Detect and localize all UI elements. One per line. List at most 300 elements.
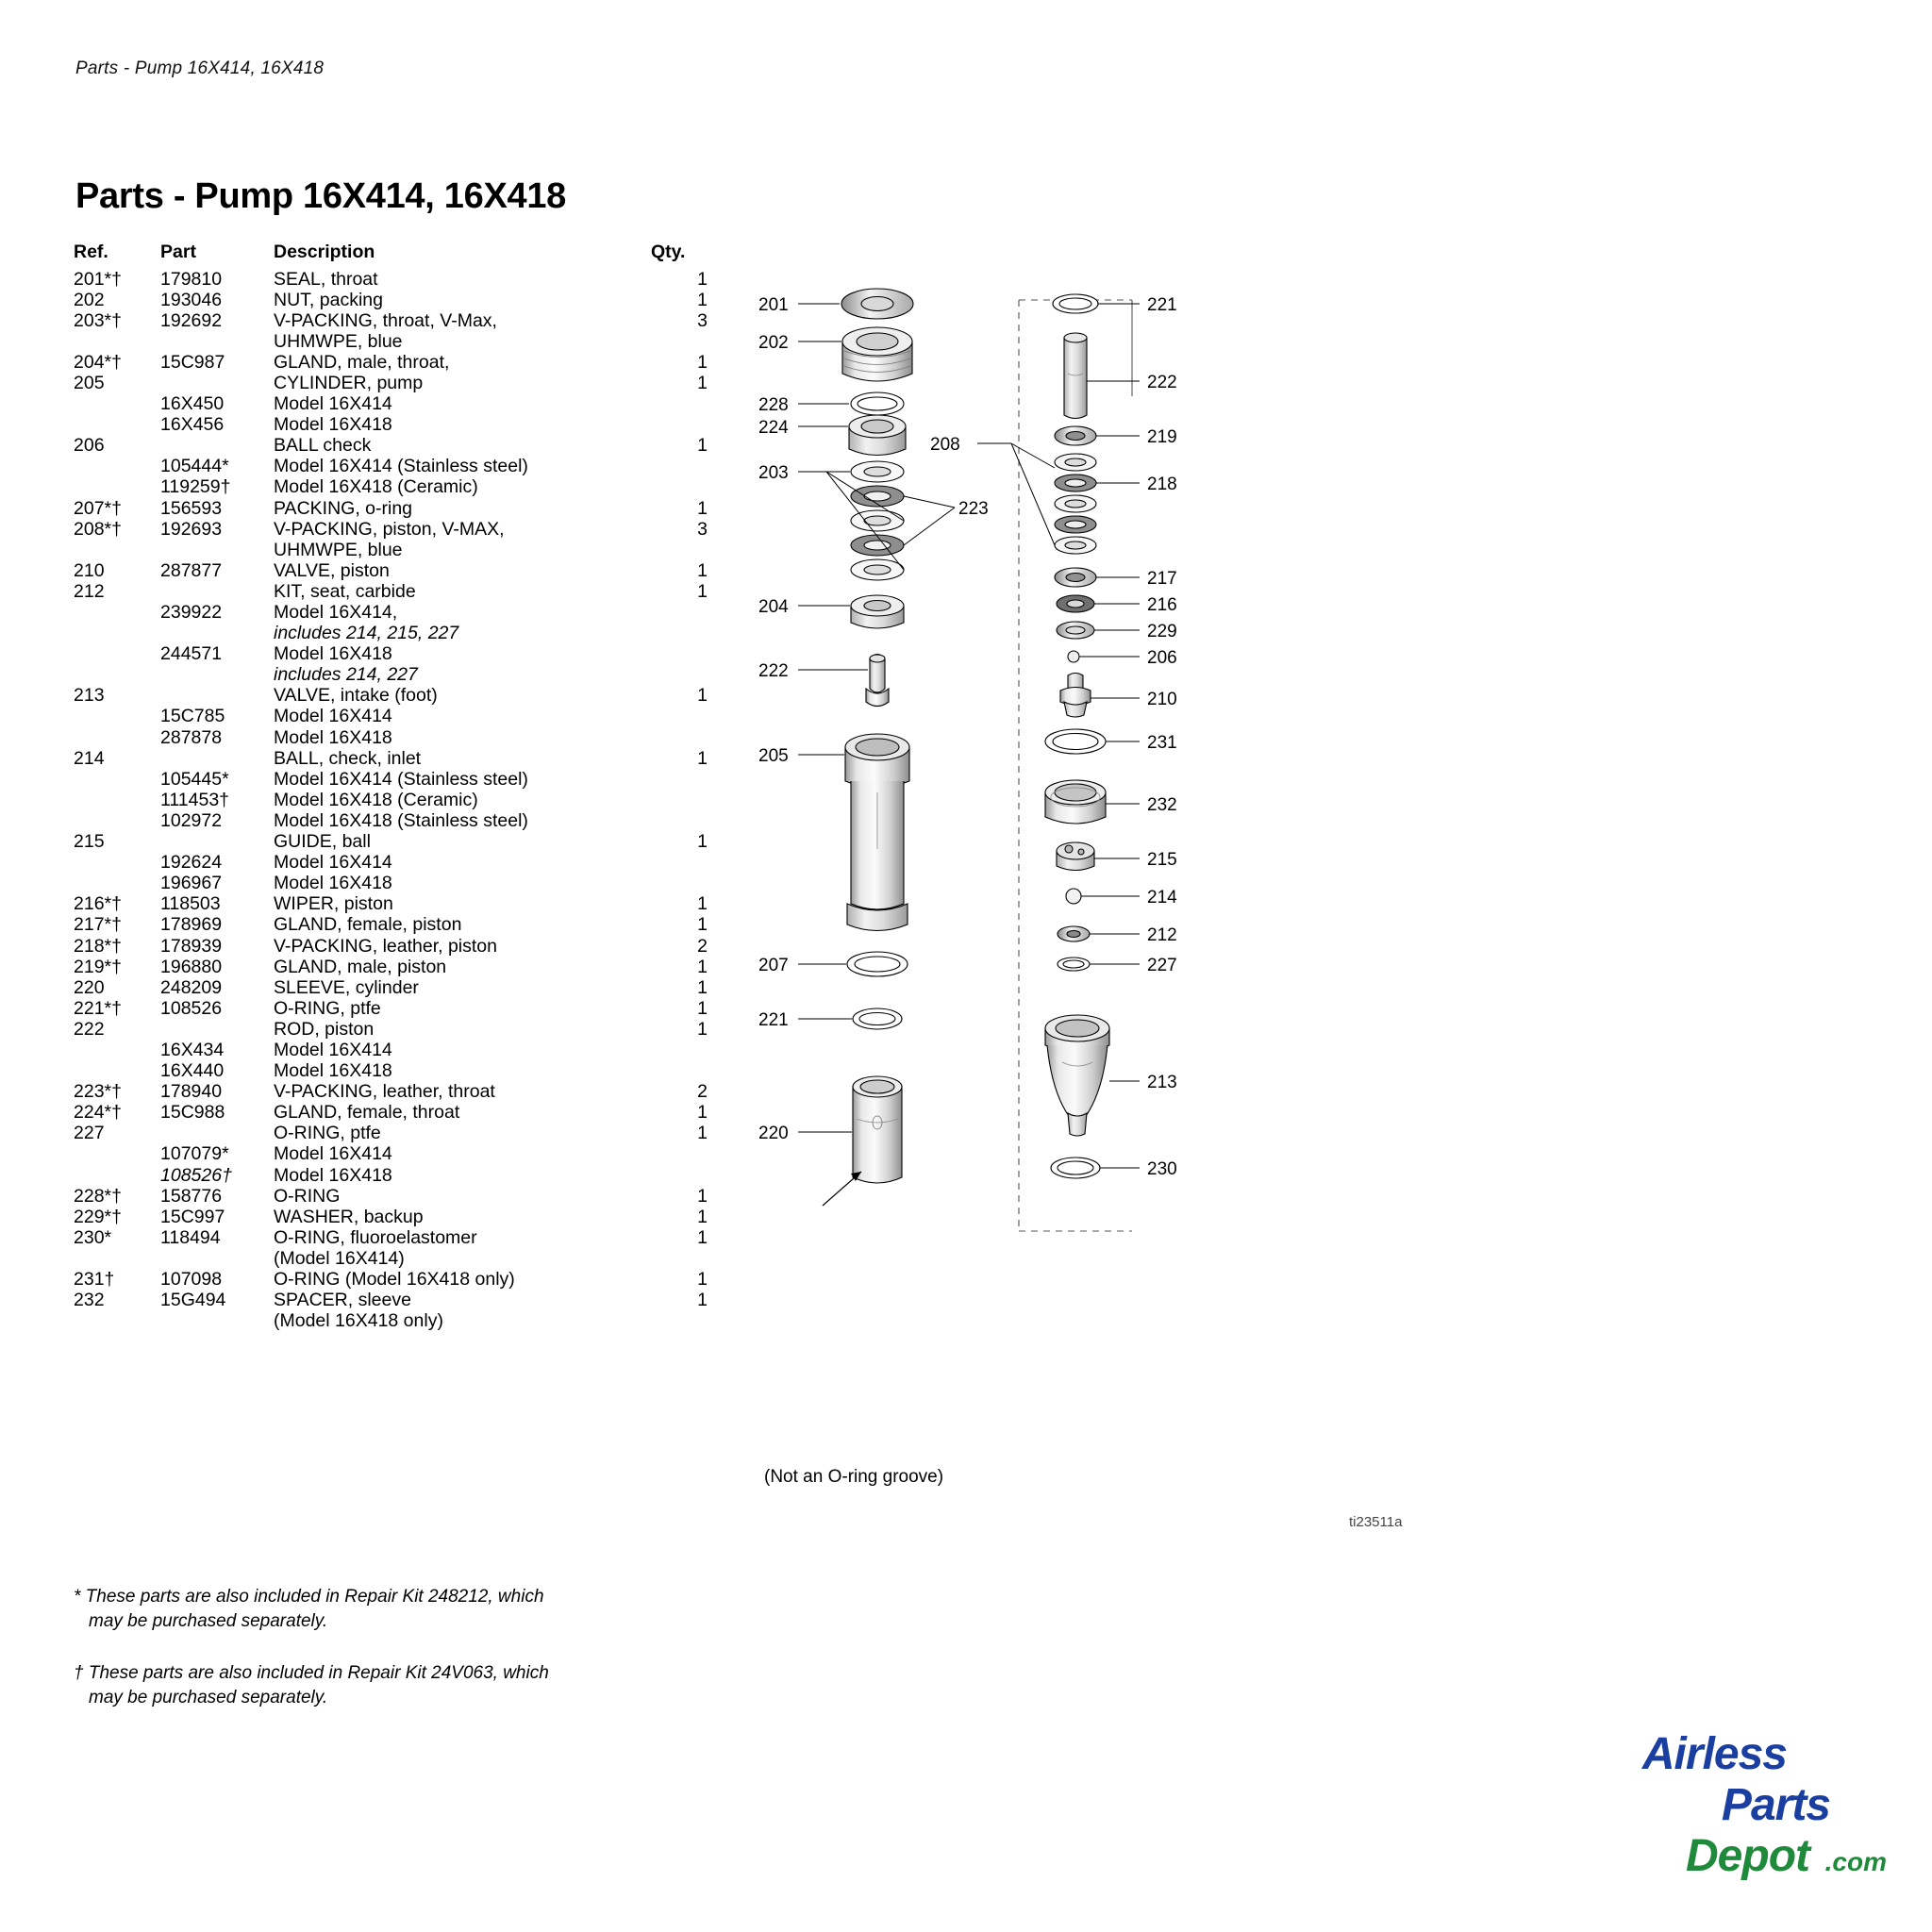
part-214-ball-check-inlet [1066,889,1081,904]
table-row [74,938,715,958]
table-row [74,666,715,687]
callout-203: 203 [758,463,789,483]
page-title: Parts - Pump 16X414, 16X418 [75,176,566,217]
part-208-218-piston-packing-stack [1055,454,1096,554]
cell-qty [651,1250,715,1271]
cell-qty: 1 [697,893,708,915]
cell-description: GLAND, male, throat, [274,351,450,373]
cell-part [160,687,274,708]
cell-qty: 1 [697,1102,708,1124]
part-229-washer-backup [1057,622,1094,639]
footnote-dagger-line1: † These parts are also included in Repair Kit 24V063, which [74,1663,549,1684]
callout-207: 207 [758,956,789,975]
cell-ref [74,1312,160,1333]
callout-213: 213 [1147,1073,1177,1092]
cell-ref: 220 [74,976,105,998]
table-row [74,874,715,895]
drawing-id: ti23511a [1349,1514,1403,1530]
running-head: Parts - Pump 16X414, 16X418 [75,58,325,78]
cell-description: V-PACKING, throat, V-Max, [274,309,497,331]
cell-description: includes 214, 215, 227 [274,623,459,644]
table-row [74,958,715,979]
cell-part [160,1124,274,1145]
callout-219: 219 [1147,427,1177,447]
cell-ref: 210 [74,559,105,581]
cell-qty: 1 [697,435,708,457]
table-row [74,750,715,771]
cell-description: Model 16X414 [274,852,392,874]
cell-ref: 204*† [74,351,122,373]
cell-description: GLAND, female, throat [274,1102,460,1124]
footnote-asterisk [74,1585,715,1633]
cell-qty: 1 [697,1226,708,1248]
callout-217: 217 [1147,569,1177,589]
cell-description: Model 16X418 [274,643,392,665]
cell-ref: 203*† [74,309,122,331]
cell-ref [74,729,160,750]
cell-part [160,833,274,854]
cell-description: GLAND, male, piston [274,956,447,977]
cell-description: V-PACKING, piston, V-MAX, [274,518,505,540]
cell-ref: 202 [74,289,105,310]
cell-description: Model 16X418 (Ceramic) [274,476,478,498]
cell-ref [74,541,160,562]
cell-description: Model 16X418 (Stainless steel) [274,809,528,831]
cell-ref [74,874,160,895]
table-row [74,729,715,750]
cell-ref [74,771,160,791]
table-row [74,895,715,916]
part-212-kit-seat-carbide [1058,926,1090,941]
table-row [74,1229,715,1250]
cell-description: SEAL, throat [274,268,378,290]
part-230-o-ring-fluoroelastomer [1051,1158,1100,1178]
cell-description: BALL, check, inlet [274,747,422,769]
cell-part [160,1021,274,1041]
cell-description: UHMWPE, blue [274,539,403,560]
cell-qty [651,1062,715,1083]
cell-description: ROD, piston [274,1018,375,1040]
cell-description: O-RING, ptfe [274,1123,381,1144]
cell-qty [651,874,715,895]
cell-qty: 1 [697,351,708,373]
table-row [74,1000,715,1021]
callout-210: 210 [1147,690,1177,709]
column-header-ref: Ref. [74,242,108,262]
logo-dotcom: .com [1824,1847,1887,1876]
cell-ref: 217*† [74,914,122,936]
callout-204: 204 [758,597,789,617]
cell-part [160,333,274,354]
cell-description: SPACER, sleeve [274,1290,411,1311]
cell-qty [651,666,715,687]
cell-qty: 1 [697,580,708,602]
cell-part [160,750,274,771]
cell-description: Model 16X414 [274,1039,392,1060]
cell-part: 107098 [160,1269,223,1290]
cell-part [160,375,274,395]
cell-part: 156593 [160,497,223,519]
cell-description: Model 16X414 (Stainless steel) [274,768,528,790]
part-227-o-ring-ptfe [1058,958,1090,971]
part-210-valve-piston [1060,674,1091,718]
cell-description: (Model 16X418 only) [274,1310,443,1332]
cell-part: 16X434 [160,1039,225,1060]
cell-part: 192693 [160,518,223,540]
cell-qty [651,1312,715,1333]
cell-part [160,666,274,687]
cell-ref: 227 [74,1123,105,1144]
part-221-o-ring-ptfe-right [1053,294,1098,313]
cell-qty: 1 [697,1123,708,1144]
cell-part: 107079* [160,1143,229,1165]
table-row [74,791,715,812]
cell-ref [74,1250,160,1271]
cell-ref: 205 [74,372,105,393]
table-row [74,1188,715,1208]
part-224-gland-female-throat [849,415,906,456]
cell-part: 196880 [160,956,223,977]
cell-ref [74,1041,160,1062]
table-row [74,1021,715,1041]
cell-description: (Model 16X414) [274,1247,405,1269]
cell-qty: 1 [697,914,708,936]
cell-description: V-PACKING, leather, throat [274,1081,495,1103]
part-202-nut-packing [842,327,912,381]
column-header-description: Description [274,242,375,262]
cell-description: Model 16X414, [274,602,398,623]
table-row [74,500,715,521]
cell-qty: 1 [697,1018,708,1040]
table-row [74,375,715,395]
table-row [74,1250,715,1271]
cell-part: 158776 [160,1185,223,1207]
part-206-ball-check [1068,651,1079,662]
cell-ref [74,791,160,812]
part-228-o-ring [851,392,904,415]
cell-qty [651,333,715,354]
table-row [74,1312,715,1333]
callout-223: 223 [958,499,989,519]
cell-ref: 206 [74,435,105,457]
part-204-gland-male-throat [851,595,904,628]
cell-ref: 218*† [74,935,122,957]
table-row [74,1104,715,1124]
table-row [74,291,715,312]
cell-qty: 1 [697,1290,708,1311]
callout-206: 206 [1147,648,1177,668]
cell-description: UHMWPE, blue [274,330,403,352]
part-207-packing-o-ring [847,952,908,976]
cell-qty [651,729,715,750]
table-row [74,583,715,604]
callout-222-right: 222 [1147,373,1177,392]
callout-202: 202 [758,333,789,353]
cell-part: 108526 [160,997,223,1019]
cell-part: 15C988 [160,1102,225,1124]
table-row [74,1062,715,1083]
footnotes [74,1585,715,1739]
cell-part: 287877 [160,559,223,581]
part-205-cylinder-pump [845,734,909,931]
table-row [74,687,715,708]
cell-qty: 1 [697,685,708,707]
cell-ref [74,854,160,874]
callout-232: 232 [1147,795,1177,815]
cell-part: 118503 [160,893,221,915]
table-row [74,1041,715,1062]
cell-ref [74,478,160,499]
cell-ref: 231† [74,1269,115,1290]
cell-description: VALVE, intake (foot) [274,685,438,707]
cell-qty: 2 [697,1081,708,1103]
callout-205: 205 [758,746,789,766]
parts-table [74,243,715,1333]
table-row [74,333,715,354]
cell-part: 105445* [160,768,229,790]
table-row [74,771,715,791]
callout-221-right: 221 [1147,295,1177,315]
cell-description: VALVE, piston [274,559,390,581]
cell-qty: 1 [697,997,708,1019]
table-row [74,1083,715,1104]
callout-216: 216 [1147,595,1177,615]
logo-line-airless: Airless [1641,1729,1787,1779]
cell-ref: 208*† [74,518,122,540]
cell-part: 287878 [160,726,223,748]
table-row [74,437,715,458]
cell-qty [651,416,715,437]
cell-ref: 224*† [74,1102,122,1124]
cell-qty [651,625,715,645]
cell-part: 196967 [160,873,223,894]
table-row [74,916,715,937]
cell-qty: 1 [697,831,708,853]
cell-qty: 1 [697,559,708,581]
column-header-part: Part [160,242,196,262]
part-203-223-packing-stack [851,461,904,580]
part-222-rod-piston-right [1064,333,1087,419]
cell-description: O-RING [274,1185,341,1207]
cell-ref [74,395,160,416]
cell-ref [74,645,160,666]
cell-part: 192624 [160,852,223,874]
cell-ref: 228*† [74,1185,122,1207]
cell-ref: 221*† [74,997,122,1019]
cell-part: 178939 [160,935,223,957]
cell-qty [651,395,715,416]
cell-qty [651,771,715,791]
logo-line-parts: Parts [1721,1780,1830,1830]
callout-224: 224 [758,418,789,438]
cell-qty [651,458,715,478]
cell-part: 239922 [160,602,223,623]
cell-qty [651,604,715,625]
table-row [74,478,715,499]
cell-qty: 1 [697,956,708,977]
cell-part: 15C997 [160,1206,225,1227]
cell-ref: 232 [74,1290,105,1311]
cell-qty: 1 [697,976,708,998]
cell-part: 108526† [160,1164,232,1186]
table-row [74,812,715,833]
cell-qty: 1 [697,1185,708,1207]
callout-222-left: 222 [758,661,789,681]
cell-description: WIPER, piston [274,893,393,915]
callout-labels [758,295,1177,1179]
cell-part: 16X450 [160,393,225,415]
cell-description: Model 16X418 [274,1164,392,1186]
cell-ref: 212 [74,580,105,602]
part-231-o-ring [1045,729,1106,754]
table-row [74,416,715,437]
cell-part: 16X440 [160,1060,225,1082]
part-232-spacer-sleeve [1045,780,1106,824]
table-row [74,521,715,541]
cell-ref: 229*† [74,1206,122,1227]
callout-215: 215 [1147,850,1177,870]
cell-ref: 216*† [74,893,122,915]
cell-ref [74,812,160,833]
logo-line-depot: Depot [1686,1831,1809,1881]
cell-ref: 223*† [74,1081,122,1103]
cell-qty: 3 [697,518,708,540]
cell-description: Model 16X414 [274,706,392,727]
cell-qty [651,854,715,874]
cell-description: CYLINDER, pump [274,372,424,393]
callout-208: 208 [930,435,960,455]
table-row [74,395,715,416]
footnote-dagger-line2: may be purchased separately. [89,1687,328,1707]
cell-description: Model 16X418 [274,1060,392,1082]
footnote-dagger [74,1661,715,1709]
part-221-o-ring-ptfe-left [853,1008,902,1029]
cell-ref: 214 [74,747,105,769]
cell-part [160,541,274,562]
table-row [74,1124,715,1145]
cell-part [160,1250,274,1271]
cell-qty [651,541,715,562]
cell-qty [651,1145,715,1166]
table-row [74,1208,715,1229]
cell-ref: 219*† [74,956,122,977]
cell-part: 15C987 [160,351,225,373]
cell-ref: 201*† [74,268,122,290]
table-row [74,312,715,333]
cell-part: 193046 [160,289,223,310]
table-row [74,562,715,583]
cell-ref: 215 [74,831,105,853]
table-row [74,1291,715,1312]
part-217-gland-female-piston [1055,568,1096,587]
cell-qty [651,708,715,728]
table-row [74,541,715,562]
table-row [74,1271,715,1291]
table-row [74,708,715,728]
cell-part [160,625,274,645]
cell-ref: 213 [74,685,105,707]
column-header-qty: Qty. [651,242,686,262]
callout-227: 227 [1147,956,1177,975]
cell-ref: 230* [74,1226,112,1248]
cell-ref: 222 [74,1018,105,1040]
callout-229: 229 [1147,622,1177,641]
table-header-row [74,243,715,271]
cell-qty: 1 [697,1269,708,1290]
part-216-wiper-piston [1057,595,1094,612]
cell-ref [74,1145,160,1166]
part-220-sleeve-cylinder [853,1076,902,1183]
illustration-note: (Not an O-ring groove) [764,1467,944,1487]
table-row [74,1145,715,1166]
cell-part: 178969 [160,914,223,936]
cell-qty [651,478,715,499]
callout-220: 220 [758,1124,789,1143]
callout-228: 228 [758,395,789,415]
callout-212: 212 [1147,925,1177,945]
cell-part: 248209 [160,976,223,998]
cell-part: 15G494 [160,1290,226,1311]
cell-qty: 1 [697,268,708,290]
cell-qty: 2 [697,935,708,957]
cell-description: Model 16X414 [274,393,392,415]
part-213-valve-intake-foot [1045,1015,1109,1136]
table-row [74,833,715,854]
cell-description: Model 16X418 (Ceramic) [274,789,478,810]
cell-ref [74,1062,160,1083]
cell-part: 244571 [160,643,223,665]
cell-part: 192692 [160,309,223,331]
cell-qty: 1 [697,747,708,769]
table-row [74,458,715,478]
part-201-seal-throat [841,289,913,319]
part-222-rod-piston-left [866,655,889,707]
airless-parts-depot-logo [1551,1721,1890,1900]
annotation-arrow-groove [823,1172,861,1206]
cell-description: NUT, packing [274,289,383,310]
cell-ref [74,458,160,478]
cell-description: KIT, seat, carbide [274,580,416,602]
cell-description: BALL check [274,435,372,457]
cell-part [160,437,274,458]
cell-description: GUIDE, ball [274,831,371,853]
footnote-asterisk-line2: may be purchased separately. [89,1610,328,1631]
cell-description: Model 16X418 [274,873,392,894]
callout-218: 218 [1147,475,1177,494]
cell-qty: 1 [697,497,708,519]
table-row [74,979,715,1000]
exploded-view-illustration [736,283,1453,1264]
callout-201: 201 [758,295,789,315]
parts-table-body [74,268,715,1334]
cell-qty: 1 [697,289,708,310]
parts-table-container [74,243,734,1333]
cell-description: includes 214, 227 [274,664,418,686]
cell-description: WASHER, backup [274,1206,424,1227]
part-219-gland-male-piston [1055,426,1096,445]
cell-qty [651,645,715,666]
callout-230: 230 [1147,1159,1177,1179]
cell-part: 102972 [160,809,223,831]
footnote-asterisk-line1: * These parts are also included in Repair Kit 248212, which [74,1587,544,1607]
cell-part: 105444* [160,456,229,477]
cell-qty [651,1167,715,1188]
cell-ref [74,333,160,354]
cell-description: O-RING, ptfe [274,997,381,1019]
callout-231: 231 [1147,733,1177,753]
cell-qty: 1 [697,1206,708,1227]
table-row [74,604,715,625]
